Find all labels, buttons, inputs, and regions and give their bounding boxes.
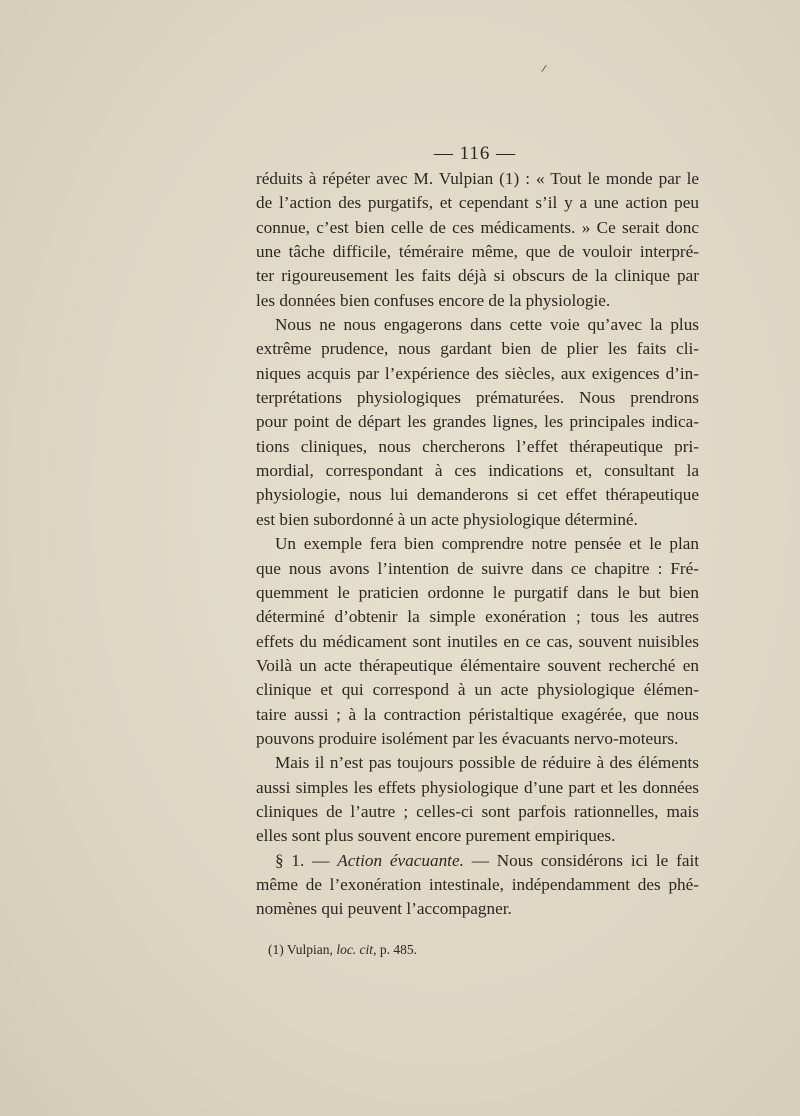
margin-mark <box>541 65 546 72</box>
text-line: déterminé d’obtenir la simple exonération ; tous les autres <box>256 607 699 627</box>
text-line: pouvons produire isolément par les évacuants nervo-moteurs. <box>256 728 679 748</box>
text-line: cliniques de l’autre ; celles-ci sont parfois rationnelles, mais <box>256 801 699 821</box>
text-line: Un exemple fera bien comprendre notre pensée et le plan <box>275 534 699 554</box>
text-line: Voilà un acte thérapeutique élémentaire souvent recherché en <box>256 655 699 675</box>
text-line: aussi simples les effets physiologique d’une part et les données <box>256 777 699 797</box>
text-line: ter rigoureusement les faits déjà si obscurs de la clinique par <box>256 266 699 286</box>
text-line: Nous ne nous engagerons dans cette voie qu’avec la plus <box>275 315 699 335</box>
text-line: pour point de départ les grandes lignes, les principales indica- <box>256 412 699 432</box>
footnote <box>268 942 417 958</box>
text-line: clinique et qui correspond à un acte physiologique élémen- <box>256 680 699 700</box>
text-line: une tâche difficile, téméraire même, que de vouloir interpré- <box>256 242 699 262</box>
text-line: mordial, correspondant à ces indications et, consultant la <box>256 461 699 481</box>
text-line: réduits à répéter avec M. Vulpian (1) : « Tout le monde par le <box>256 169 699 188</box>
body-text <box>256 167 699 922</box>
text-line: nomènes qui peuvent l’accompagner. <box>256 899 512 919</box>
text-line: Mais il n’est pas toujours possible de réduire à des éléments <box>275 753 699 773</box>
footnote-prefix: (1) Vulpian, <box>268 942 337 957</box>
text-line: effets du médicament sont inutiles en ce cas, souvent nuisibles <box>256 631 699 651</box>
text-line: extrême prudence, nous gardant bien de plier les faits cli- <box>256 339 699 359</box>
text-line: connue, c’est bien celle de ces médicaments. » Ce serait donc <box>256 217 699 237</box>
text-line: les données bien confuses encore de la physiologie. <box>256 290 611 310</box>
text-line: elles sont plus souvent encore purement empiriques. <box>256 826 616 846</box>
text-line: que nous avons l’intention de suivre dans ce chapitre : Fré- <box>256 558 699 578</box>
text-line: même de l’exonération intestinale, indépendamment des phé- <box>256 874 699 894</box>
text-line: niques acquis par l’expérience des siècles, aux exigences d’in- <box>256 363 699 383</box>
footnote-italic: loc. cit <box>336 942 374 957</box>
text-line: physiologie, nous lui demanderons si cet effet thérapeutique <box>256 485 699 505</box>
text-line: de l’action des purgatifs, et cependant s’il y a une action peu <box>256 193 699 213</box>
text-line: quemment le praticien ordonne le purgatif dans le but bien <box>256 582 699 602</box>
text-line: est bien subordonné à un acte physiologique déterminé. <box>256 509 638 529</box>
text-line: terprétations physiologiques prématurées. Nous prendrons <box>256 388 699 408</box>
text-line: § 1. — Action évacuante. — Nous considérons ici le fait <box>275 850 699 870</box>
italic-phrase: Action évacuante. <box>337 850 464 870</box>
footnote-suffix: , p. 485. <box>373 942 417 957</box>
page-number: — 116 — <box>433 143 517 164</box>
text-line: taire aussi ; à la contraction péristaltique exagérée, que nous <box>256 704 699 724</box>
text-line: tions cliniques, nous chercherons l’effet thérapeutique pri- <box>256 436 699 456</box>
